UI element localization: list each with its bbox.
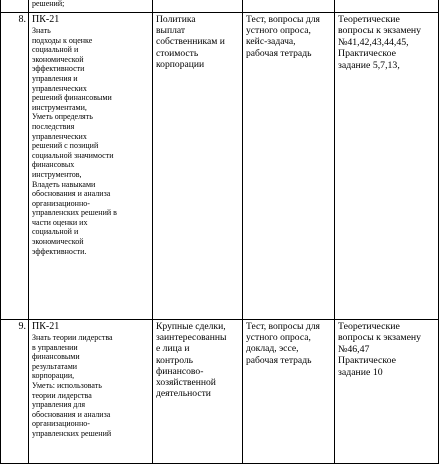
- competency-text: Уметь: использовать: [32, 380, 102, 390]
- competency-text: обоснования и анализа: [32, 189, 111, 199]
- table-row: [1, 320, 439, 464]
- assessment-tools-cell: [243, 320, 335, 464]
- exam-reference-cell: [335, 13, 439, 320]
- competency-text: организационно-: [32, 198, 90, 208]
- row-number: 8.: [1, 13, 29, 320]
- exam-reference-text: вопросы к экзамену: [338, 25, 422, 37]
- competency-text: управления для: [32, 400, 86, 410]
- exam-reference-cell: [335, 320, 439, 464]
- competency-text: инструментами,: [32, 102, 87, 112]
- topic-text: корпорации: [156, 58, 205, 70]
- assessment-tools-text: кейс-задача,: [246, 36, 296, 48]
- competency-code: ПК-21: [32, 14, 60, 25]
- competency-text: управленческих: [32, 83, 87, 93]
- assessment-tools-text: доклад, эссе,: [246, 343, 299, 355]
- competency-text: обоснования и анализа: [32, 409, 111, 419]
- row-number: 9.: [1, 320, 29, 464]
- topic-text: хозяйственной: [156, 377, 216, 389]
- competency-text: финансовых: [32, 160, 75, 170]
- competency-text: социальной и: [32, 45, 79, 55]
- table-row: [1, 13, 439, 320]
- assessment-tools-text: устного опроса,: [246, 25, 311, 37]
- competency-text: корпорации,: [32, 371, 75, 381]
- exam-reference-text: Теоретические: [338, 14, 400, 25]
- exam-reference-text: вопросы к экзамену: [338, 332, 422, 344]
- topic-cell: [153, 0, 243, 13]
- topic-text: выплат: [156, 25, 186, 37]
- topic-text: контроль: [156, 354, 194, 366]
- competency-text: последствия: [32, 121, 75, 131]
- competency-text: результатами: [32, 361, 78, 371]
- competency-text: решений финансовыми: [32, 93, 112, 103]
- competency-code: ПК-21: [32, 321, 60, 332]
- competency-text: подходы к оценке: [32, 35, 93, 45]
- competency-text: экономической: [32, 237, 84, 247]
- topic-text: е лица и: [156, 343, 190, 355]
- competency-text: эффективности: [32, 64, 85, 74]
- topic-cell: [153, 13, 243, 320]
- competency-text: управленческих: [32, 131, 87, 141]
- competency-text: решений;: [32, 0, 65, 8]
- assessment-tools-text: Тест, вопросы для: [246, 321, 320, 332]
- table-row: [1, 0, 439, 13]
- competency-text: управления и: [32, 73, 78, 83]
- competency-text: финансовыми: [32, 352, 80, 362]
- exam-reference-text: №41,42,43,44,45,: [338, 36, 409, 48]
- exam-reference-text: задание 10: [338, 366, 383, 378]
- exam-reference-text: Практическое: [338, 48, 396, 60]
- competency-text: Знать теории лидерства: [32, 333, 113, 342]
- topic-cell: [153, 320, 243, 464]
- assessment-tools-text: рабочая тетрадь: [246, 47, 312, 59]
- competency-text: организационно-: [32, 419, 90, 429]
- row-number-cell: [1, 0, 29, 13]
- assessment-tools-text: рабочая тетрадь: [246, 354, 312, 366]
- competency-cell: [29, 0, 153, 13]
- assessment-tools-text: устного опроса,: [246, 332, 311, 344]
- assessment-tools-cell: [243, 13, 335, 320]
- exam-reference-text: задание 5,7,13,: [338, 59, 400, 71]
- competency-text: части оценки их: [32, 217, 88, 227]
- assessment-tools-cell: [243, 0, 335, 13]
- assessment-tools-text: Тест, вопросы для: [246, 14, 320, 25]
- exam-reference-text: №46,47: [338, 343, 370, 355]
- competency-text: социальной значимости: [32, 150, 114, 160]
- competency-text: Знать: [32, 26, 51, 35]
- topic-text: Крупные сделки,: [156, 321, 226, 332]
- exam-reference-text: Теоретические: [338, 321, 400, 332]
- competency-text: инструментов,: [32, 169, 82, 179]
- competency-text: экономической: [32, 54, 84, 64]
- topic-text: стоимость: [156, 47, 199, 59]
- competency-text: управленских решений в: [32, 208, 117, 218]
- competency-text: теории лидерства: [32, 390, 92, 400]
- competency-text: социальной и: [32, 227, 79, 237]
- competency-text: Владеть навыками: [32, 179, 96, 189]
- topic-text: деятельности: [156, 388, 211, 400]
- topic-text: финансово-: [156, 365, 204, 377]
- competency-text: эффективности.: [32, 246, 87, 256]
- topic-text: собственникам и: [156, 36, 225, 48]
- competency-text: решений с позиций: [32, 141, 99, 151]
- exam-reference-cell: [335, 0, 439, 13]
- competency-cell: [29, 320, 153, 464]
- competency-cell: [29, 13, 153, 320]
- competency-text: в управлении: [32, 342, 78, 352]
- exam-reference-text: Практическое: [338, 355, 396, 367]
- competency-text: управленских решений: [32, 428, 112, 438]
- topic-text: Политика: [156, 14, 196, 25]
- competency-text: Уметь определять: [32, 112, 93, 122]
- topic-text: заинтересованны: [156, 332, 227, 344]
